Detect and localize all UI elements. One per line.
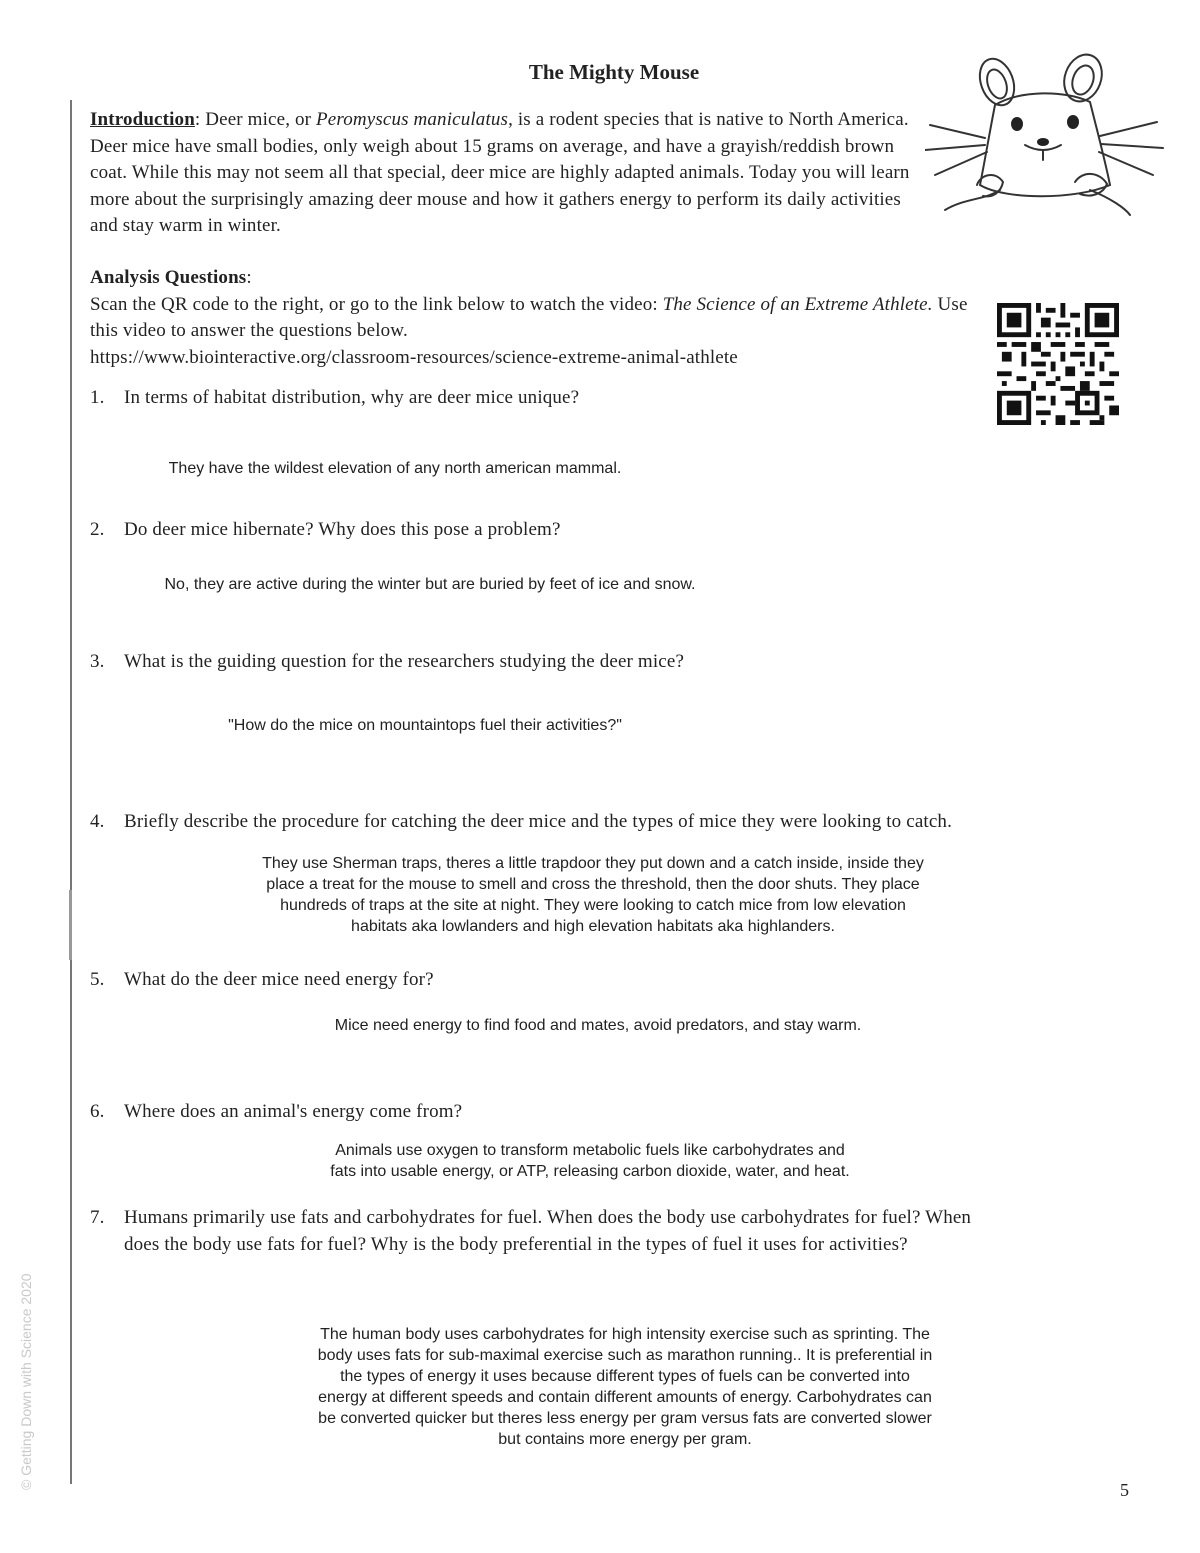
question-text: Do deer mice hibernate? Why does this pose a problem? [124, 519, 561, 540]
answer-line: No, they are active during the winter but are buried by feet of ice and snow. [164, 576, 696, 593]
answer-line: Mice need energy to find food and mates, avoid predators, and stay warm. [334, 1017, 862, 1034]
answer-line: but contains more energy per gram. [498, 1431, 752, 1448]
question-text: Briefly describe the procedure for catching the deer mice and the types of mice they were looking to catch. [124, 811, 952, 832]
answer-line: the types of energy it uses because different types of fuels can be converted into [340, 1368, 910, 1385]
question-3 [90, 649, 1090, 677]
left-margin-rule-accent [69, 890, 72, 960]
answer-6[interactable] [90, 1140, 1090, 1182]
video-title: The Science of an Extreme Athlete. [662, 293, 933, 315]
answer-line: They use Sherman traps, theres a little trapdoor they put down and a catch inside, inside they [262, 855, 924, 872]
question-4 [90, 809, 1150, 837]
question-1 [90, 385, 1090, 413]
question-7 [90, 1205, 1150, 1261]
introduction-label: Introduction [90, 109, 195, 130]
question-number: 6. [90, 1101, 105, 1122]
page-title: The Mighty Mouse [528, 60, 700, 84]
question-number: 4. [90, 811, 105, 832]
question-text: What do the deer mice need energy for? [124, 969, 434, 990]
use-instruction: Use this video to answer the questions below. [90, 293, 968, 341]
question-2 [90, 517, 1090, 545]
question-text-continued: does the body use fats for fuel? Why is the body preferential in the types of fuel it uses for activities? [124, 1233, 908, 1255]
question-number: 2. [90, 519, 105, 540]
answer-4[interactable] [90, 853, 1096, 937]
answer-3[interactable] [90, 715, 760, 736]
answer-7[interactable] [250, 1324, 1000, 1450]
species-name: Peromyscus maniculatus [316, 109, 509, 130]
scan-instruction: Scan the QR code to the right, or go to the link below to watch the video: [90, 293, 663, 315]
mouse-illustration [925, 50, 1165, 220]
analysis-section [90, 251, 980, 371]
answer-line: body uses fats for sub-maximal exercise such as marathon running.. It is preferential in [317, 1347, 933, 1364]
answer-2[interactable] [90, 574, 770, 595]
intro-text-after: , is a rodent species that is native to North America. Deer mice have small bodies, only weigh about 15 grams on average, and have a grayish/reddish brown coat. While this may not seem all that special, deer mice are highly adapted animals. Today you will learn more about the surprisingly amazing deer mouse and how it gathers energy to perform its daily activities and stay warm in winter. [90, 109, 910, 236]
analysis-heading: Analysis Questions [90, 267, 247, 288]
question-text: Where does an animal's energy come from? [124, 1101, 463, 1122]
question-number: 5. [90, 969, 105, 990]
answer-line: habitats aka lowlanders and high elevation habitats aka highlanders. [351, 918, 835, 935]
left-margin-rule [70, 100, 72, 1484]
answer-line: fats into usable energy, or ATP, releasing carbon dioxide, water, and heat. [330, 1163, 850, 1180]
video-link[interactable]: https://www.biointeractive.org/classroom-resources/science-extreme-animal-athlete [90, 346, 738, 368]
intro-text-before: : Deer mice, or [194, 109, 317, 130]
page-number: 5 [1120, 1480, 1129, 1500]
question-5 [90, 967, 1090, 995]
question-text: What is the guiding question for the researchers studying the deer mice? [124, 651, 685, 672]
answer-line: hundreds of traps at the site at night. They were looking to catch mice from low elevation [280, 897, 906, 914]
answer-line: energy at different speeds and contain different amounts of energy. Carbohydrates can [318, 1389, 932, 1406]
introduction-paragraph [90, 107, 930, 240]
answer-line: "How do the mice on mountaintops fuel their activities?" [228, 717, 622, 734]
answer-line: be converted quicker but theres less energy per gram versus fats are converted slower [318, 1410, 932, 1427]
question-text: Humans primarily use fats and carbohydrates for fuel. When does the body use carbohydrates for fuel? When [124, 1207, 972, 1228]
question-number: 1. [90, 387, 105, 408]
answer-line: place a treat for the mouse to smell and cross the threshold, then the door shuts. They place [266, 876, 920, 893]
question-number: 7. [90, 1207, 105, 1228]
question-6 [90, 1099, 1090, 1127]
question-text: In terms of habitat distribution, why are deer mice unique? [124, 387, 580, 408]
copyright-watermark: © Getting Down with Science 2020 [18, 1273, 34, 1490]
answer-line: Animals use oxygen to transform metabolic fuels like carbohydrates and [335, 1142, 845, 1159]
answer-1[interactable] [90, 458, 700, 479]
answer-line: They have the wildest elevation of any north american mammal. [168, 460, 622, 477]
answer-5[interactable] [90, 1015, 1106, 1036]
answer-line: The human body uses carbohydrates for high intensity exercise such as sprinting. The [320, 1326, 930, 1343]
question-number: 3. [90, 651, 105, 672]
analysis-heading-colon: : [246, 267, 252, 288]
